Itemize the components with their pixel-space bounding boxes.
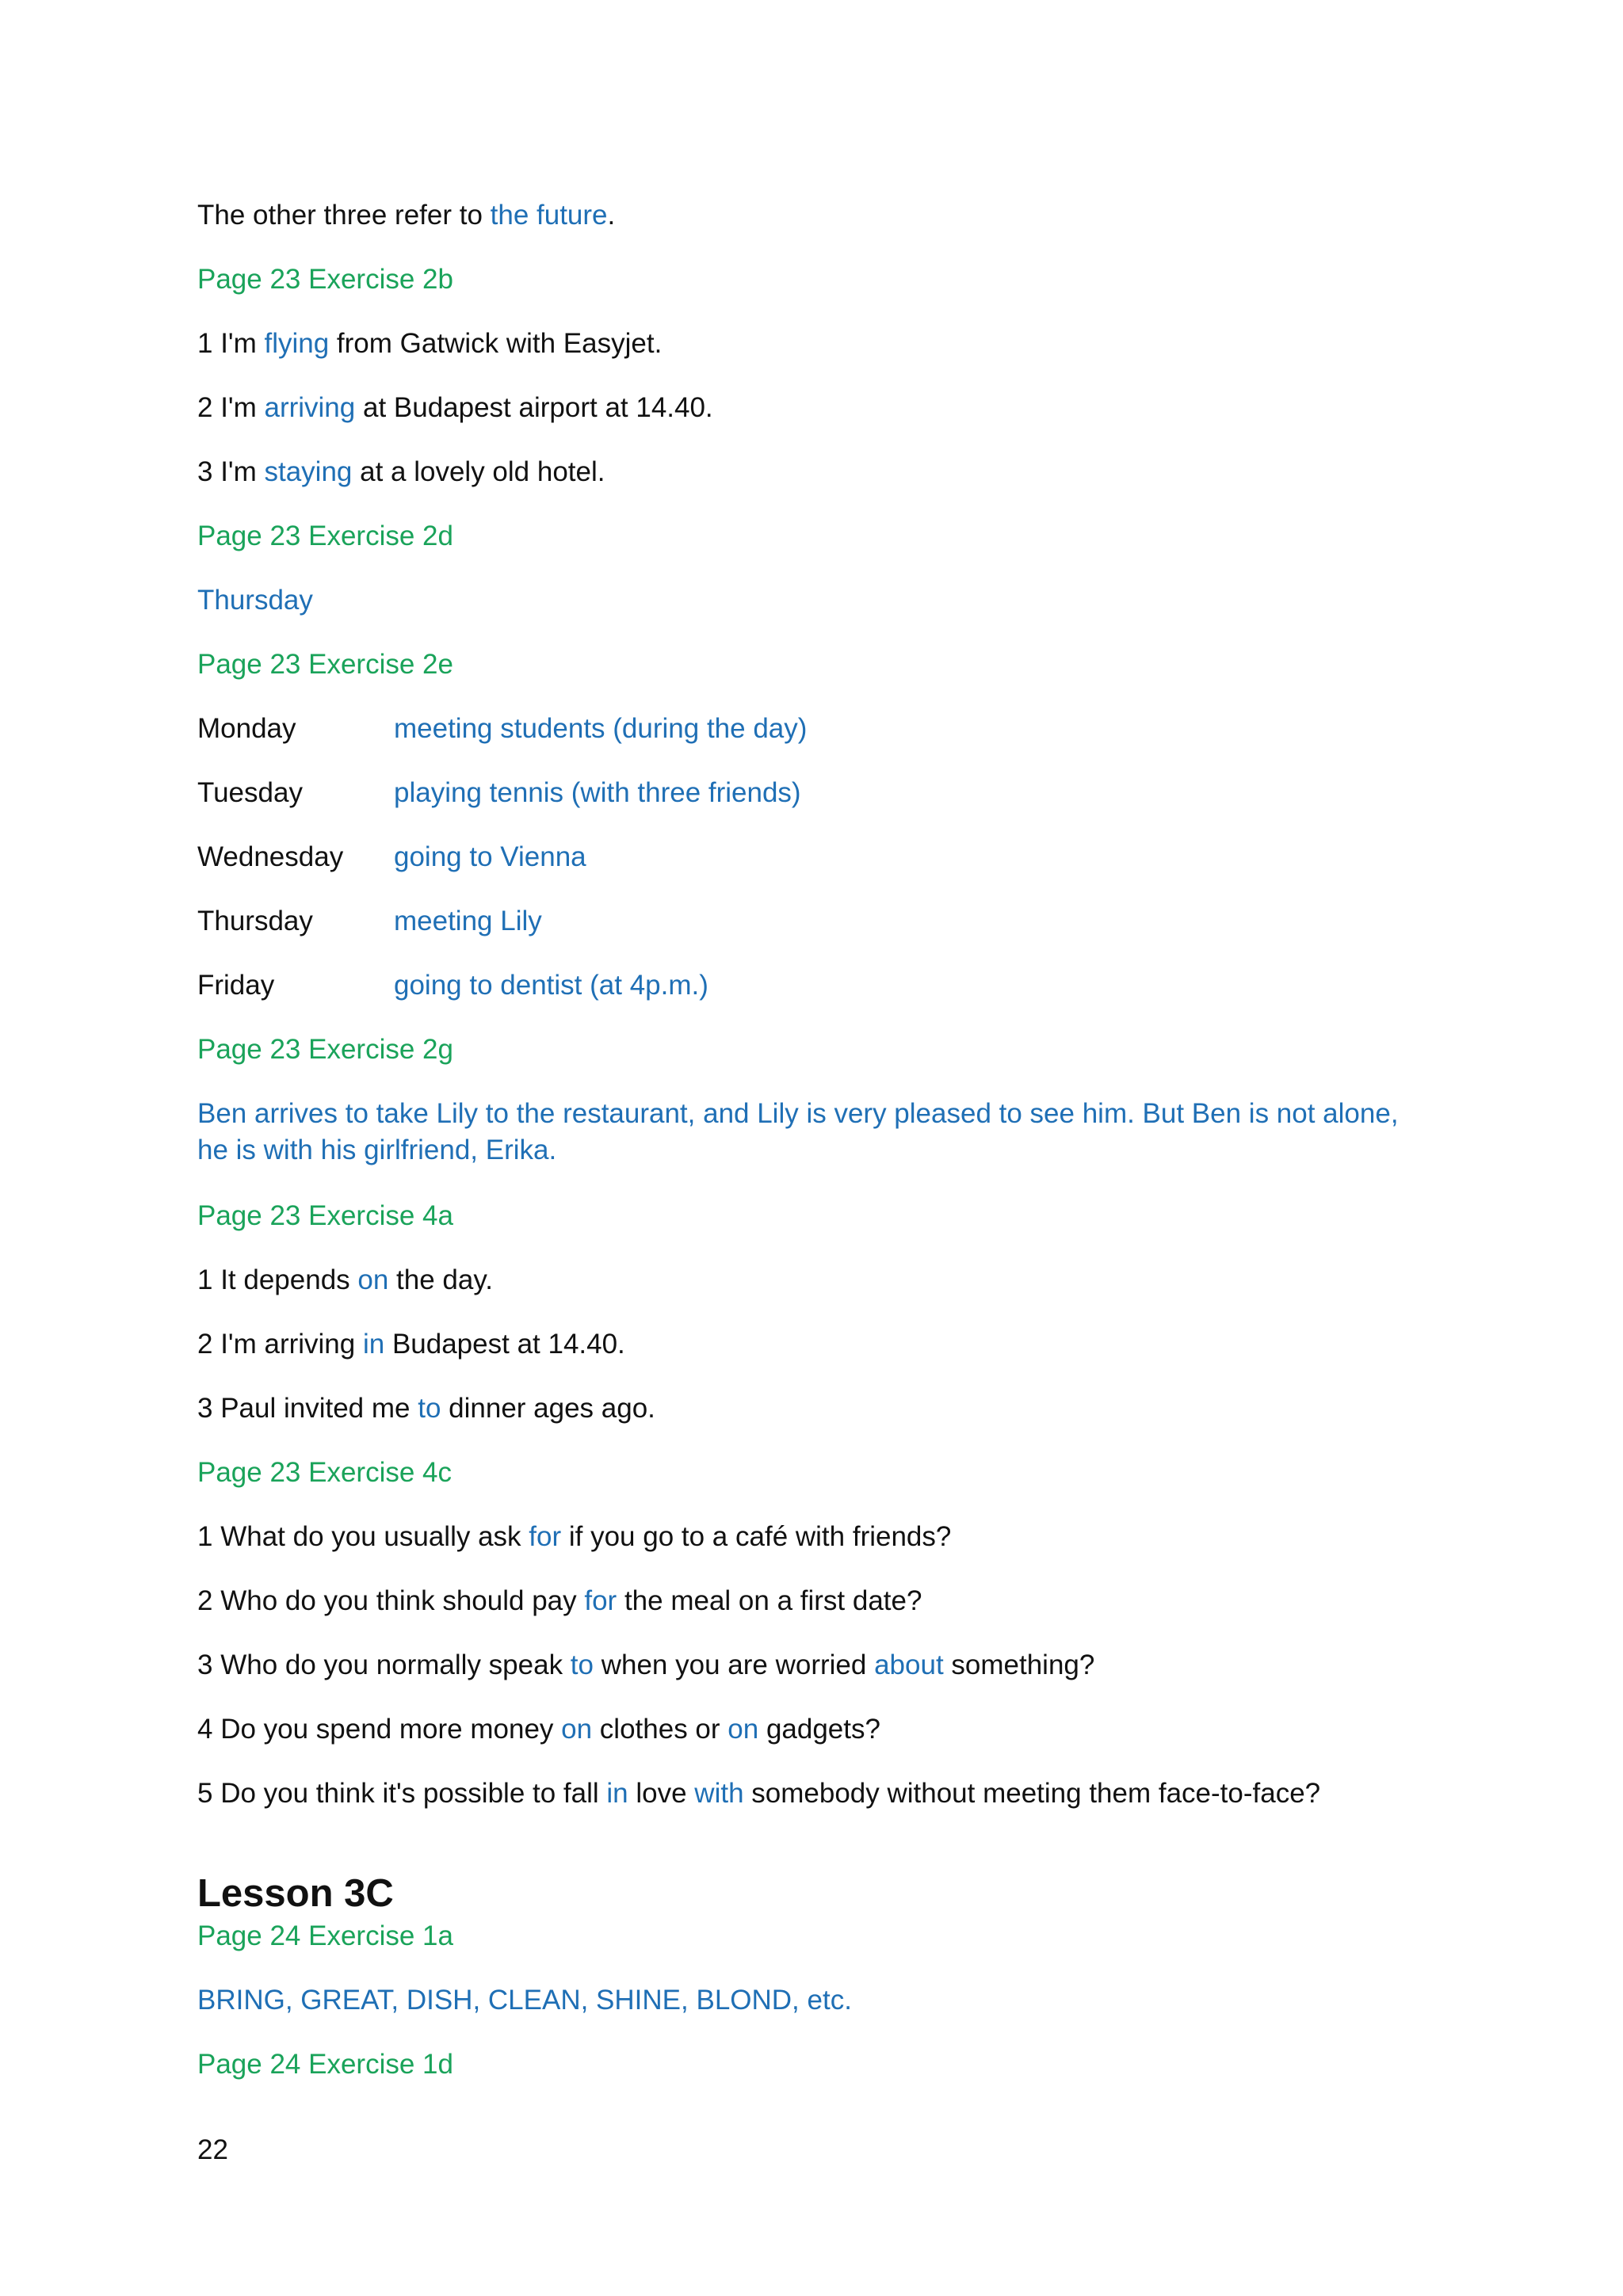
heading-ex1d: Page 24 Exercise 1d <box>197 2049 453 2080</box>
schedule-day: Wednesday <box>197 841 344 872</box>
item-text: from Gatwick with Easyjet. <box>329 328 663 359</box>
question-text: 1 What do you usually ask <box>197 1521 529 1552</box>
ex4c-question-3 <box>197 1650 1094 1681</box>
ex2b-item-2 <box>197 392 713 424</box>
schedule-day: Tuesday <box>197 777 303 808</box>
item-answer: flying <box>264 328 330 359</box>
schedule-day: Friday <box>197 970 275 1001</box>
intro-punct: . <box>607 200 616 231</box>
item-text: the day. <box>388 1264 493 1295</box>
schedule-activity: going to Vienna <box>394 841 586 872</box>
ex2b-item-1 <box>197 328 662 360</box>
question-text: clothes or <box>592 1714 728 1745</box>
item-text: 1 I'm <box>197 328 265 359</box>
question-text: love <box>628 1778 695 1809</box>
question-text: 3 Who do you normally speak <box>197 1650 571 1680</box>
heading-ex2b: Page 23 Exercise 2b <box>197 264 453 295</box>
ex4c-question-2 <box>197 1585 922 1617</box>
heading-ex1a: Page 24 Exercise 1a <box>197 1920 453 1951</box>
item-text: 2 I'm arriving <box>197 1329 363 1360</box>
question-text: something? <box>943 1650 1095 1680</box>
item-text: 1 It depends <box>197 1264 358 1295</box>
schedule-day: Monday <box>197 713 296 744</box>
question-answer: on <box>561 1714 593 1745</box>
item-text: at a lovely old hotel. <box>352 456 605 487</box>
item-answer: staying <box>264 456 353 487</box>
schedule-activity: meeting students (during the day) <box>394 713 808 744</box>
heading-ex4c: Page 23 Exercise 4c <box>197 1457 453 1488</box>
question-answer: with <box>694 1778 744 1809</box>
question-text: the meal on a first date? <box>617 1585 922 1616</box>
question-text: when you are worried <box>594 1650 875 1680</box>
ex4a-item-3 <box>197 1393 655 1425</box>
question-answer: for <box>584 1585 617 1616</box>
heading-ex2g: Page 23 Exercise 2g <box>197 1034 453 1065</box>
question-answer: about <box>874 1650 944 1680</box>
schedule-activity: going to dentist (at 4p.m.) <box>394 970 708 1001</box>
item-text: at Budapest airport at 14.40. <box>355 392 713 423</box>
item-answer: arriving <box>264 392 356 423</box>
question-text: somebody without meeting them face-to-face? <box>743 1778 1321 1809</box>
ex4a-item-2 <box>197 1329 625 1360</box>
item-text: 3 I'm <box>197 456 265 487</box>
question-text: 4 Do you spend more money <box>197 1714 562 1745</box>
question-answer: for <box>529 1521 562 1552</box>
lesson-title: Lesson 3C <box>197 1872 394 1915</box>
question-answer: to <box>570 1650 594 1680</box>
item-answer: on <box>357 1264 389 1295</box>
intro-answer: the future <box>490 200 608 231</box>
item-text: Budapest at 14.40. <box>384 1329 625 1360</box>
ex4a-item-1 <box>197 1264 493 1296</box>
heading-ex4a: Page 23 Exercise 4a <box>197 1200 453 1231</box>
ex1a-answer: BRING, GREAT, DISH, CLEAN, SHINE, BLOND, etc. <box>197 1985 852 2016</box>
schedule-activity: playing tennis (with three friends) <box>394 777 801 808</box>
heading-ex2e: Page 23 Exercise 2e <box>197 649 453 680</box>
page-number: 22 <box>197 2134 228 2165</box>
ex2d-answer: Thursday <box>197 585 313 616</box>
item-text: 2 I'm <box>197 392 265 423</box>
question-text: 2 Who do you think should pay <box>197 1585 585 1616</box>
schedule-activity: meeting Lily <box>394 906 542 936</box>
question-text: 5 Do you think it's possible to fall <box>197 1778 607 1809</box>
intro-line <box>197 200 615 231</box>
item-answer: to <box>418 1393 441 1424</box>
question-answer: in <box>606 1778 628 1809</box>
heading-ex2d: Page 23 Exercise 2d <box>197 521 453 551</box>
intro-text: The other three refer to <box>197 200 491 231</box>
ex2b-item-3 <box>197 456 605 488</box>
item-answer: in <box>362 1329 385 1360</box>
schedule-day: Thursday <box>197 906 313 936</box>
question-text: if you go to a café with friends? <box>561 1521 952 1552</box>
item-text: dinner ages ago. <box>441 1393 655 1424</box>
ex4c-question-4 <box>197 1714 880 1745</box>
item-text: 3 Paul invited me <box>197 1393 418 1424</box>
ex4c-question-5 <box>197 1778 1320 1810</box>
question-text: gadgets? <box>758 1714 880 1745</box>
question-answer: on <box>727 1714 759 1745</box>
ex2g-answer: Ben arrives to take Lily to the restaurant, and Lily is very pleased to see him. But Ben is not alone, he is with his girlfriend, Erika. <box>197 1098 1399 1165</box>
ex4c-question-1 <box>197 1521 951 1553</box>
